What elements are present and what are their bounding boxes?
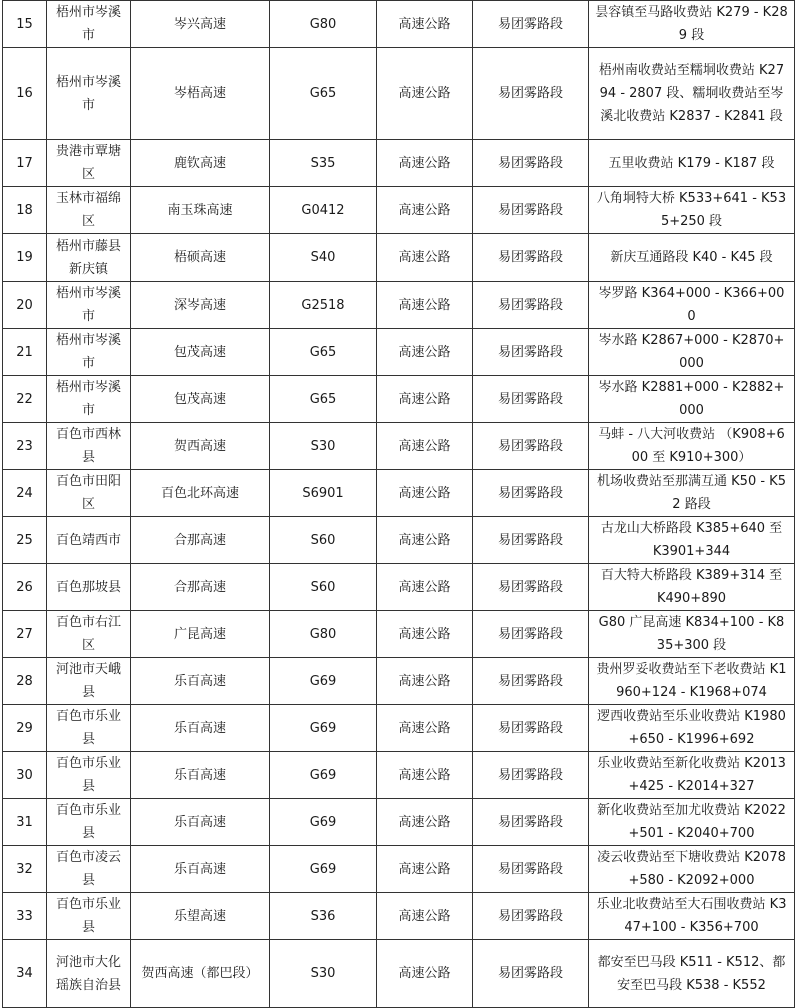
table-row (3, 140, 795, 187)
area-cell: 百色市西林县 (47, 423, 131, 470)
row-number-cell: 28 (3, 658, 47, 705)
road-code-cell: G65 (270, 329, 377, 376)
road-section-cell: 新庆互通路段 K40 - K45 段 (589, 234, 795, 282)
road-code-cell: G69 (270, 799, 377, 846)
row-number-cell: 20 (3, 282, 47, 329)
area-cell: 贵港市覃塘区 (47, 140, 131, 187)
table-row (3, 423, 795, 470)
table-row (3, 1, 795, 48)
road-name-cell: 乐百高速 (131, 799, 270, 846)
road-type-cell: 高速公路 (377, 658, 473, 705)
road-type-cell: 高速公路 (377, 140, 473, 187)
road-type-cell: 高速公路 (377, 893, 473, 940)
road-name-cell: 乐百高速 (131, 752, 270, 799)
road-type-cell: 高速公路 (377, 48, 473, 140)
table-row (3, 48, 795, 140)
risk-type-cell: 易团雾路段 (473, 376, 589, 423)
risk-type-cell: 易团雾路段 (473, 140, 589, 187)
road-name-cell: 乐百高速 (131, 658, 270, 705)
road-type-cell: 高速公路 (377, 705, 473, 752)
area-cell: 梧州市岑溪市 (47, 329, 131, 376)
road-type-cell: 高速公路 (377, 329, 473, 376)
road-section-cell: 马蚌 - 八大河收费站 （K908+600 至 K910+300） (589, 423, 795, 470)
table-row (3, 187, 795, 234)
row-number-cell: 25 (3, 517, 47, 564)
road-section-cell: 岑水路 K2881+000 - K2882+000 (589, 376, 795, 423)
risk-type-cell: 易团雾路段 (473, 658, 589, 705)
area-cell: 梧州市藤县新庆镇 (47, 234, 131, 282)
road-code-cell: S35 (270, 140, 377, 187)
risk-type-cell: 易团雾路段 (473, 48, 589, 140)
road-section-cell: 梧州南收费站至糯垌收费站 K2794 - 2807 段、糯垌收费站至岑溪北收费站 K2837 - K2841 段 (589, 48, 795, 140)
road-section-cell: 五里收费站 K179 - K187 段 (589, 140, 795, 187)
road-section-cell: 岑罗路 K364+000 - K366+000 (589, 282, 795, 329)
road-section-cell: 逻西收费站至乐业收费站 K1980+650 - K1996+692 (589, 705, 795, 752)
risk-type-cell: 易团雾路段 (473, 940, 589, 1008)
road-type-cell: 高速公路 (377, 611, 473, 658)
road-type-cell: 高速公路 (377, 517, 473, 564)
road-section-cell: 乐业北收费站至大石围收费站 K347+100 - K356+700 (589, 893, 795, 940)
road-name-cell: 合那高速 (131, 564, 270, 611)
road-name-cell: 岑兴高速 (131, 1, 270, 48)
road-code-cell: S60 (270, 564, 377, 611)
risk-type-cell: 易团雾路段 (473, 282, 589, 329)
area-cell: 百色市乐业县 (47, 799, 131, 846)
table-body (3, 1, 795, 1008)
area-cell: 梧州市岑溪市 (47, 282, 131, 329)
area-cell: 梧州市岑溪市 (47, 376, 131, 423)
row-number-cell: 21 (3, 329, 47, 376)
area-cell: 百色市乐业县 (47, 893, 131, 940)
road-code-cell: G69 (270, 705, 377, 752)
road-section-cell: 乐业收费站至新化收费站 K2013+425 - K2014+327 (589, 752, 795, 799)
road-name-cell: 乐百高速 (131, 705, 270, 752)
row-number-cell: 32 (3, 846, 47, 893)
risk-type-cell: 易团雾路段 (473, 564, 589, 611)
road-type-cell: 高速公路 (377, 752, 473, 799)
table-row (3, 282, 795, 329)
risk-type-cell: 易团雾路段 (473, 517, 589, 564)
area-cell: 梧州市岑溪市 (47, 48, 131, 140)
row-number-cell: 23 (3, 423, 47, 470)
table-row (3, 376, 795, 423)
row-number-cell: 34 (3, 940, 47, 1008)
road-section-cell: 百大特大桥路段 K389+314 至 K490+890 (589, 564, 795, 611)
road-section-cell: 古龙山大桥路段 K385+640 至 K3901+344 (589, 517, 795, 564)
road-type-cell: 高速公路 (377, 376, 473, 423)
risk-type-cell: 易团雾路段 (473, 329, 589, 376)
area-cell: 百色那坡县 (47, 564, 131, 611)
road-section-cell: 八角垌特大桥 K533+641 - K535+250 段 (589, 187, 795, 234)
road-code-cell: G65 (270, 48, 377, 140)
road-name-cell: 包茂高速 (131, 329, 270, 376)
table-row (3, 940, 795, 1008)
road-name-cell: 南玉珠高速 (131, 187, 270, 234)
risk-type-cell: 易团雾路段 (473, 705, 589, 752)
road-code-cell: S30 (270, 423, 377, 470)
table-row (3, 893, 795, 940)
road-section-cell: 昙容镇至马路收费站 K279 - K289 段 (589, 1, 795, 48)
road-type-cell: 高速公路 (377, 846, 473, 893)
risk-type-cell: 易团雾路段 (473, 234, 589, 282)
table-row (3, 705, 795, 752)
road-code-cell: S36 (270, 893, 377, 940)
road-type-cell: 高速公路 (377, 470, 473, 517)
table-row (3, 799, 795, 846)
row-number-cell: 17 (3, 140, 47, 187)
road-fog-section-table (2, 0, 795, 1008)
table-row (3, 470, 795, 517)
road-section-cell: 都安至巴马段 K511 - K512、都安至巴马段 K538 - K552 (589, 940, 795, 1008)
road-name-cell: 梧硕高速 (131, 234, 270, 282)
road-code-cell: S30 (270, 940, 377, 1008)
road-name-cell: 贺西高速（都巴段） (131, 940, 270, 1008)
row-number-cell: 31 (3, 799, 47, 846)
road-code-cell: G65 (270, 376, 377, 423)
risk-type-cell: 易团雾路段 (473, 470, 589, 517)
road-type-cell: 高速公路 (377, 564, 473, 611)
road-name-cell: 合那高速 (131, 517, 270, 564)
road-section-cell: 岑水路 K2867+000 - K2870+000 (589, 329, 795, 376)
road-section-cell: 机场收费站至那满互通 K50 - K52 路段 (589, 470, 795, 517)
road-name-cell: 深岑高速 (131, 282, 270, 329)
row-number-cell: 22 (3, 376, 47, 423)
area-cell: 百色市乐业县 (47, 752, 131, 799)
row-number-cell: 26 (3, 564, 47, 611)
road-type-cell: 高速公路 (377, 940, 473, 1008)
road-name-cell: 贺西高速 (131, 423, 270, 470)
row-number-cell: 18 (3, 187, 47, 234)
table-row (3, 564, 795, 611)
risk-type-cell: 易团雾路段 (473, 187, 589, 234)
road-type-cell: 高速公路 (377, 234, 473, 282)
risk-type-cell: 易团雾路段 (473, 846, 589, 893)
road-section-cell: 贵州罗妥收费站至下老收费站 K1960+124 - K1968+074 (589, 658, 795, 705)
road-name-cell: 广昆高速 (131, 611, 270, 658)
road-code-cell: G80 (270, 1, 377, 48)
road-code-cell: G0412 (270, 187, 377, 234)
table-row (3, 329, 795, 376)
area-cell: 百色市右江区 (47, 611, 131, 658)
road-code-cell: S60 (270, 517, 377, 564)
area-cell: 梧州市岑溪市 (47, 1, 131, 48)
table-row (3, 517, 795, 564)
road-name-cell: 岑梧高速 (131, 48, 270, 140)
road-type-cell: 高速公路 (377, 187, 473, 234)
area-cell: 百色市乐业县 (47, 705, 131, 752)
area-cell: 玉林市福绵区 (47, 187, 131, 234)
risk-type-cell: 易团雾路段 (473, 423, 589, 470)
row-number-cell: 16 (3, 48, 47, 140)
road-code-cell: G69 (270, 752, 377, 799)
row-number-cell: 30 (3, 752, 47, 799)
road-type-cell: 高速公路 (377, 282, 473, 329)
table-row (3, 846, 795, 893)
table-row (3, 611, 795, 658)
row-number-cell: 29 (3, 705, 47, 752)
road-code-cell: G69 (270, 658, 377, 705)
road-name-cell: 包茂高速 (131, 376, 270, 423)
road-code-cell: S6901 (270, 470, 377, 517)
risk-type-cell: 易团雾路段 (473, 611, 589, 658)
risk-type-cell: 易团雾路段 (473, 893, 589, 940)
road-name-cell: 乐望高速 (131, 893, 270, 940)
row-number-cell: 33 (3, 893, 47, 940)
area-cell: 百色靖西市 (47, 517, 131, 564)
area-cell: 百色市凌云县 (47, 846, 131, 893)
road-name-cell: 百色北环高速 (131, 470, 270, 517)
row-number-cell: 19 (3, 234, 47, 282)
table-row (3, 658, 795, 705)
road-type-cell: 高速公路 (377, 799, 473, 846)
road-code-cell: G80 (270, 611, 377, 658)
table-row (3, 752, 795, 799)
row-number-cell: 15 (3, 1, 47, 48)
area-cell: 河池市天峨县 (47, 658, 131, 705)
road-code-cell: G69 (270, 846, 377, 893)
road-name-cell: 鹿钦高速 (131, 140, 270, 187)
road-section-cell: 凌云收费站至下塘收费站 K2078+580 - K2092+000 (589, 846, 795, 893)
risk-type-cell: 易团雾路段 (473, 799, 589, 846)
road-name-cell: 乐百高速 (131, 846, 270, 893)
road-type-cell: 高速公路 (377, 1, 473, 48)
area-cell: 百色市田阳区 (47, 470, 131, 517)
road-section-cell: G80 广昆高速 K834+100 - K835+300 段 (589, 611, 795, 658)
road-section-cell: 新化收费站至加尤收费站 K2022+501 - K2040+700 (589, 799, 795, 846)
risk-type-cell: 易团雾路段 (473, 752, 589, 799)
road-code-cell: S40 (270, 234, 377, 282)
road-type-cell: 高速公路 (377, 423, 473, 470)
table-row (3, 234, 795, 282)
row-number-cell: 24 (3, 470, 47, 517)
risk-type-cell: 易团雾路段 (473, 1, 589, 48)
row-number-cell: 27 (3, 611, 47, 658)
road-code-cell: G2518 (270, 282, 377, 329)
area-cell: 河池市大化瑶族自治县 (47, 940, 131, 1008)
